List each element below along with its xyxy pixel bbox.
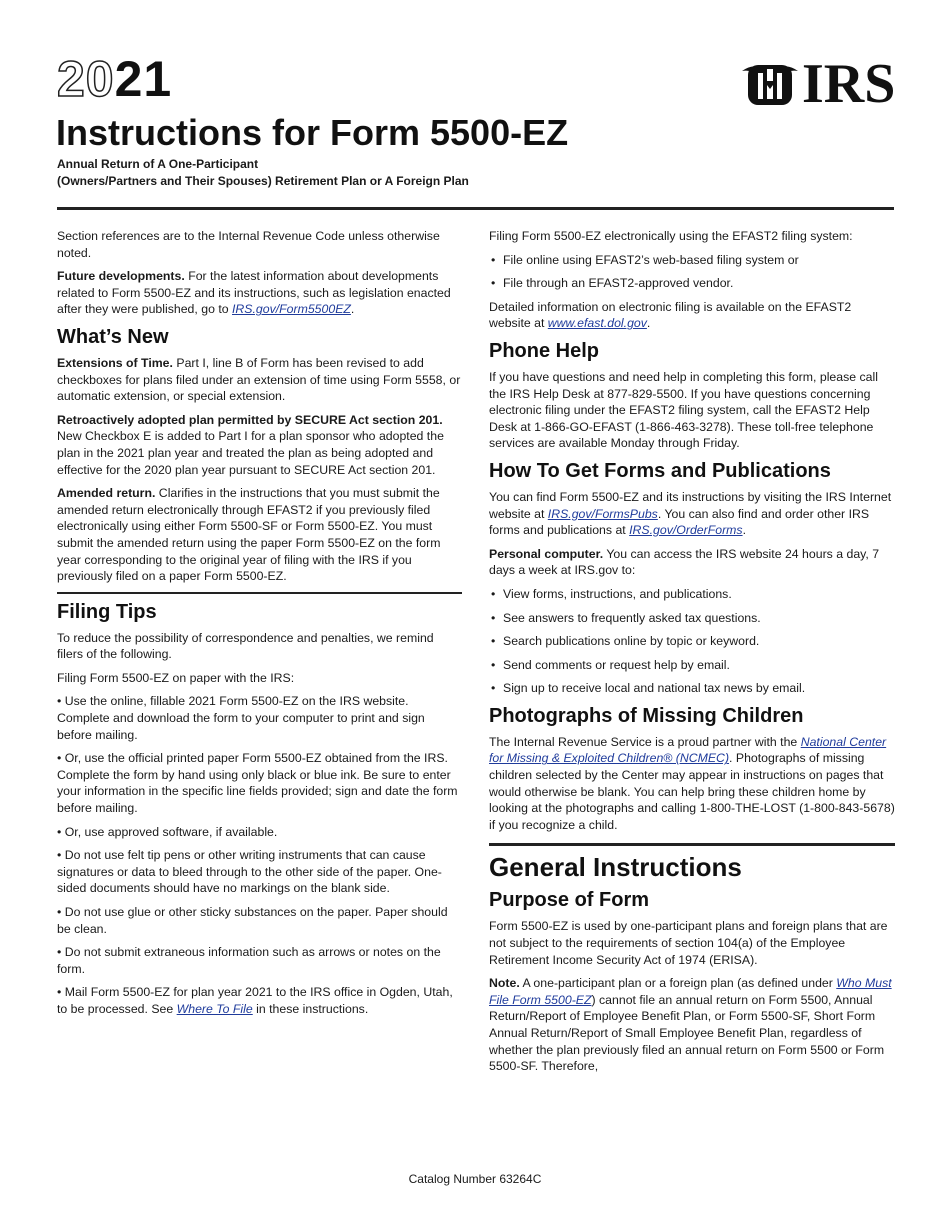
tip-item: • Or, use the official printed paper Form 5500-EZ obtained from the IRS. Complete the form by hand using only black or blue ink. Be sure to enter your information in the specific line fields provided; sign and date the form before mailing. [57, 750, 462, 816]
extensions-lead: Extensions of Time. [57, 355, 173, 370]
section-divider [489, 843, 895, 846]
year-solid: 21 [114, 51, 173, 107]
forms-heading: How To Get Forms and Publications [489, 459, 831, 482]
purpose-heading: Purpose of Form [489, 889, 650, 912]
right-column [489, 228, 895, 1082]
tip7-text: Mail Form 5500-EZ for plan year 2021 to the IRS office in Ogden, Utah, to be processed. See [57, 985, 453, 1016]
tax-year [57, 52, 172, 106]
list-item: • File through an EFAST2-approved vendor. [489, 275, 895, 292]
general-instructions-heading: General Instructions [489, 852, 742, 883]
future-text: For the latest information about developments related to Form 5500-EZ and its instructions, such as legislation enacted after they were published, go to [57, 269, 451, 317]
irs-logo [742, 53, 896, 115]
pc-text: You can access the IRS website 24 hours a day, 7 days a week at IRS.gov to: [489, 546, 880, 578]
who-must-file-link[interactable]: Who Must File Form 5500-EZ [489, 976, 892, 1007]
tip7-end: in these instructions. [252, 1001, 369, 1016]
page-title: Instructions for Form 5500-EZ [56, 112, 569, 153]
amended-text: Clarifies in the instructions that you must submit the amended return electronically through EFAST2 if you previously filed electronically using either Form 5500-SF or Form 5500-EZ. You must submit the amended return using the paper Form 5500-EZ on the form year corresponding to the original year of filing with the IRS if you previously filed on a paper Form 5500-EZ. [57, 486, 441, 584]
future-end: . [350, 302, 355, 317]
intro-text: Section references are to the Internal Revenue Code unless otherwise noted. [57, 229, 440, 260]
future-lead: Future developments. [57, 269, 185, 284]
subtitle-line-1: Annual Return of A One-Participant [57, 157, 259, 171]
pc-lead: Personal computer. [489, 546, 604, 561]
year-outline: 20 [57, 51, 115, 107]
pc-list [489, 586, 895, 697]
filing-tips-heading: Filing Tips [57, 600, 157, 623]
note-lead: Note. [489, 976, 520, 991]
amended-paragraph [57, 485, 462, 585]
tip-item: • Use the online, fillable 2021 Form 5500-EZ on the IRS website. Complete and download the form to your computer to print and sign before mailing. [57, 693, 462, 743]
list-item: • File online using EFAST2’s web-based filing system or [489, 252, 895, 269]
retroactive-text: New Checkbox E is added to Part I for a plan sponsor who adopted the plan in the 2021 plan year and treated the plan as being adopted and effective for the 2020 plan year pursuant to SECURE Act section 201. [57, 429, 444, 477]
future-developments [57, 268, 462, 318]
efast-website-link[interactable]: www.efast.dol.gov [547, 316, 647, 331]
subtitle-line-2: (Owners/Partners and Their Spouses) Retirement Plan or A Foreign Plan [57, 174, 469, 188]
catalog-number: Catalog Number 63264C [408, 1172, 542, 1186]
whats-new-heading: What’s New [57, 325, 169, 348]
order-forms-link[interactable]: IRS.gov/OrderForms [629, 523, 743, 538]
list-item: • Search publications online by topic or keyword. [489, 633, 895, 650]
tip-item: • Do not use felt tip pens or other writing instruments that can cause signatures or data to bleed through to the other side of the paper. One-sided documents should have no markings on the blank side. [57, 847, 462, 897]
left-column [57, 228, 462, 1025]
note-text-2: ) cannot file an annual return on Form 5500, Annual Return/Report of Employee Benefit Plan, or Form 5500-SF, Short Form Annual Return/Report of Small Employee Benefit Plan, regardless of whether the plan previously filed an annual return on Form 5500 or Form 5500-SF. Therefore, [489, 992, 885, 1074]
list-item: • Sign up to receive local and national tax news by email. [489, 680, 895, 697]
forms-paragraph [489, 489, 895, 539]
tip-item-mail [57, 984, 462, 1017]
eagle-icon [742, 59, 798, 109]
efast-detail-text: Detailed information on electronic filing is available on the EFAST2 website at [489, 299, 852, 331]
missing-children-text [489, 734, 895, 834]
phone-help-text: If you have questions and need help in completing this form, please call the IRS Help Desk at 877-829-5500. If you have questions concerning electronic filing under the EFAST2 filing system, call the EFAST2 Help Desk at 1-866-GO-EFAST (1-866-463-3278). These toll-free telephone services are available Monday through Friday. [489, 369, 878, 451]
retroactive-lead: Retroactively adopted plan permitted by SECURE Act section 201. [57, 412, 443, 427]
note-paragraph [489, 975, 895, 1075]
forms-end: . [742, 523, 746, 538]
header-divider [57, 207, 894, 210]
where-to-file-link[interactable]: Where To File [176, 1001, 253, 1016]
extensions-text: Part I, line B of Form has been revised to add checkboxes for plans filed under an extension of time using Form 5558, or automatic extension, or special extension. [57, 355, 461, 404]
photos-text-2: . Photographs of missing children selected by the Center may appear in instructions on pages that would otherwise be blank. You can help bring these children home by looking at the photographs and calling 1-800-THE-LOST (1-800-843-5678) if you recognize a child. [489, 751, 895, 832]
extensions-paragraph [57, 355, 462, 405]
tip-item: • Do not use glue or other sticky substances on the paper. Paper should be clean. [57, 904, 462, 937]
forms-text-1: You can find Form 5500-EZ and its instructions by visiting the IRS Internet website at [489, 489, 892, 521]
efast-list [489, 252, 895, 292]
subtitle [57, 156, 469, 190]
irs-logo-text: IRS [802, 53, 896, 115]
photos-text-1: The Internal Revenue Service is a proud partner with the [489, 734, 801, 749]
list-item: • Send comments or request help by email. [489, 657, 895, 674]
tips-intro: To reduce the possibility of correspondence and penalties, we remind filers of the following. [57, 630, 434, 662]
efast-end: . [646, 316, 651, 331]
phone-help-heading: Phone Help [489, 339, 600, 362]
section-divider [57, 592, 462, 594]
efast-intro: Filing Form 5500-EZ electronically using the EFAST2 filing system: [489, 229, 853, 243]
missing-children-heading: Photographs of Missing Children [489, 704, 804, 727]
amended-lead: Amended return. [57, 486, 156, 501]
irs-form5500ez-link[interactable]: IRS.gov/Form5500EZ [232, 302, 351, 317]
purpose-text: Form 5500-EZ is used by one-participant plans and foreign plans that are not subject to the requirements of section 104(a) of the Employee Retirement Income Security Act of 1974 (ERISA). [489, 919, 888, 967]
efast-detail [489, 299, 895, 332]
forms-pubs-link[interactable]: IRS.gov/FormsPubs [547, 506, 658, 521]
note-text-1: A one-participant plan or a foreign plan (as defined under [519, 976, 837, 991]
forms-text-2: . You can also find and order other IRS forms and publications at [489, 506, 870, 538]
list-item: • View forms, instructions, and publications. [489, 586, 895, 603]
ncmec-link[interactable]: National Center for Missing & Exploited Children® (NCMEC) [489, 734, 887, 766]
tip-item: • Do not submit extraneous information such as arrows or notes on the form. [57, 944, 462, 977]
tip-item: • Or, use approved software, if available. [57, 824, 462, 841]
retroactive-paragraph [57, 412, 462, 478]
paper-filing-intro: Filing Form 5500-EZ on paper with the IRS: [57, 670, 295, 685]
personal-computer-paragraph [489, 546, 895, 579]
list-item: • See answers to frequently asked tax questions. [489, 610, 895, 627]
